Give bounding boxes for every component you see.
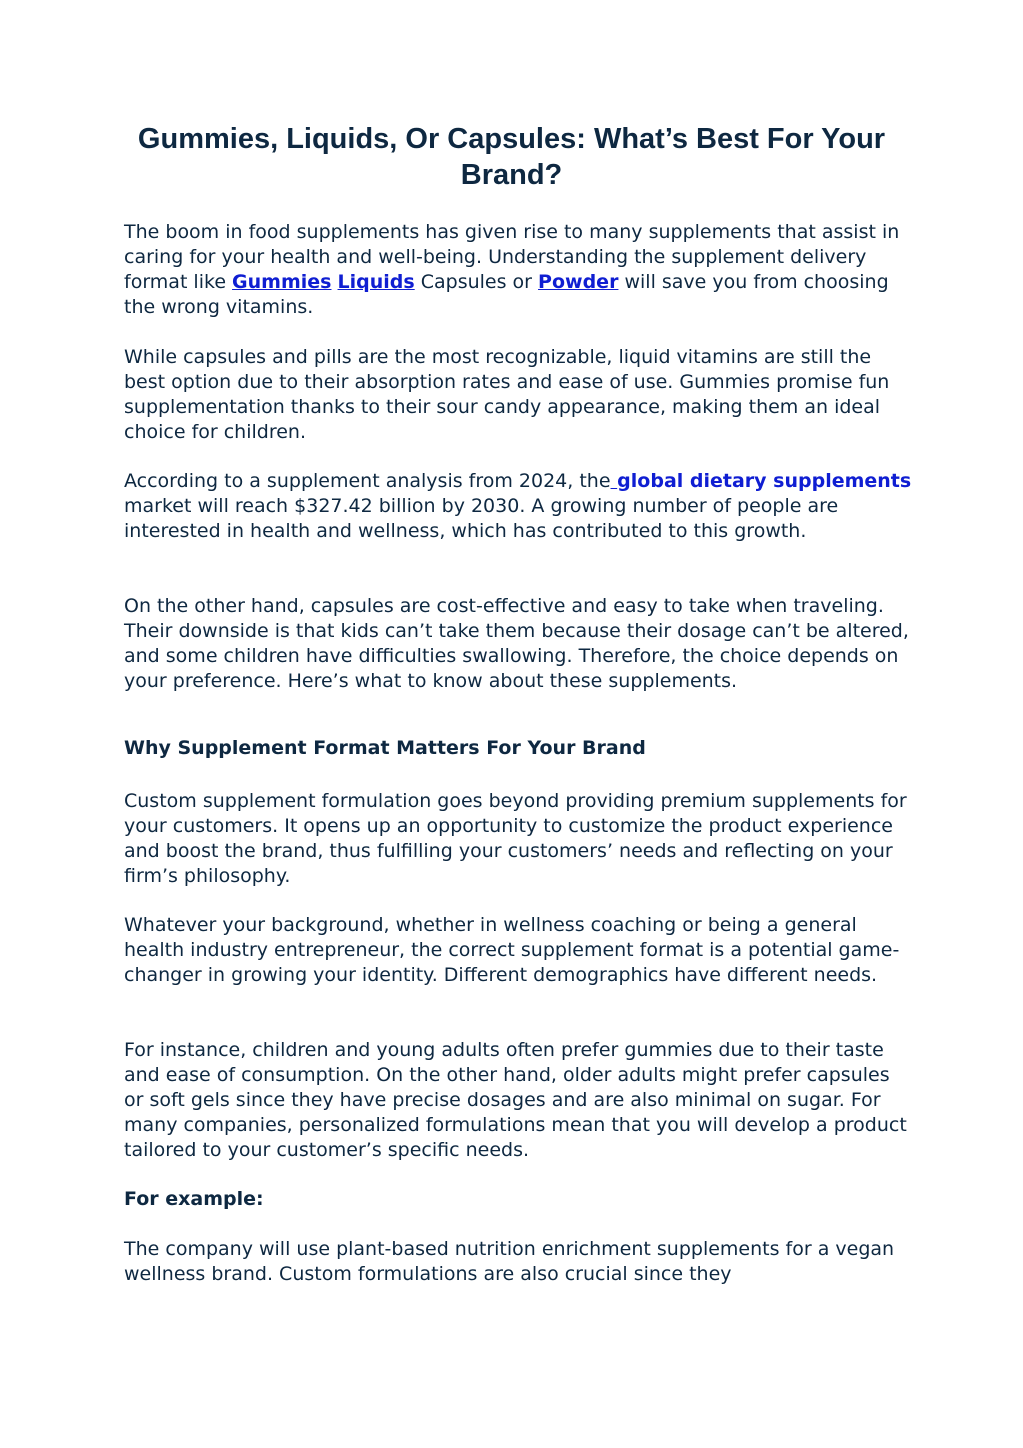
- powder-link[interactable]: Powder: [538, 271, 619, 293]
- market-text-start: According to a supplement analysis from 2024, the: [124, 470, 611, 492]
- example-paragraph: The company will use plant-based nutrition enrichment supplements for a vegan wellness brand. Custom formulations are also crucial since they: [124, 1238, 895, 1285]
- market-paragraph: [124, 469, 914, 544]
- gummies-link[interactable]: Gummies: [232, 271, 332, 293]
- formats-paragraph: While capsules and pills are the most recognizable, liquid vitamins are still the best option due to their absorption rates and ease of use. Gummies promise fun supplementation thanks to their sour candy appearance, making them an ideal choice for children.: [124, 346, 890, 443]
- global-dietary-supplements-link[interactable]: [611, 470, 912, 492]
- section-heading-example: For example:: [124, 1188, 264, 1210]
- page-title: Gummies, Liquids, Or Capsules: What’s Best For Your Brand?: [137, 123, 886, 191]
- liquids-link[interactable]: Liquids: [337, 271, 415, 293]
- global-dietary-supplements-link-label: global dietary supplements: [617, 470, 912, 492]
- intro-text-end: will save you from choosing the wrong vitamins.: [124, 271, 889, 318]
- intro-paragraph: [124, 220, 914, 320]
- custom-formulation-paragraph: Custom supplement formulation goes beyond providing premium supplements for your customers. It opens up an opportunity to customize the product experience and boost the brand, thus fulfilling your customers’ needs and reflecting on your firm’s philosophy.: [124, 790, 907, 887]
- market-text-end: market will reach $327.42 billion by 2030. A growing number of people are interested in health and wellness, which has contributed to this growth.: [124, 495, 839, 542]
- section-heading-format: Why Supplement Format Matters For Your Brand: [124, 737, 646, 759]
- intro-text-middle: Capsules or: [414, 271, 539, 293]
- background-paragraph: Whatever your background, whether in wellness coaching or being a general health industry entrepreneur, the correct supplement format is a potential game-changer in growing your identity. Different demographics have different needs.: [124, 914, 900, 986]
- demographics-paragraph: For instance, children and young adults often prefer gummies due to their taste and ease of consumption. On the other hand, older adults might prefer capsules or soft gels since they have precise dosages and are also minimal on sugar. For many companies, personalized formulations mean that you will develop a product tailored to your customer’s specific needs.: [124, 1039, 907, 1161]
- capsules-paragraph: On the other hand, capsules are cost-effective and easy to take when traveling. Their downside is that kids can’t take them because their dosage can’t be altered, and some children have difficulties swallowing. Therefore, the choice depends on your preference. Here’s what to know about these supplements.: [124, 595, 909, 692]
- intro-text-start: The boom in food supplements has given rise to many supplements that assist in caring for your health and well-being. Understanding the supplement delivery format like: [124, 221, 900, 293]
